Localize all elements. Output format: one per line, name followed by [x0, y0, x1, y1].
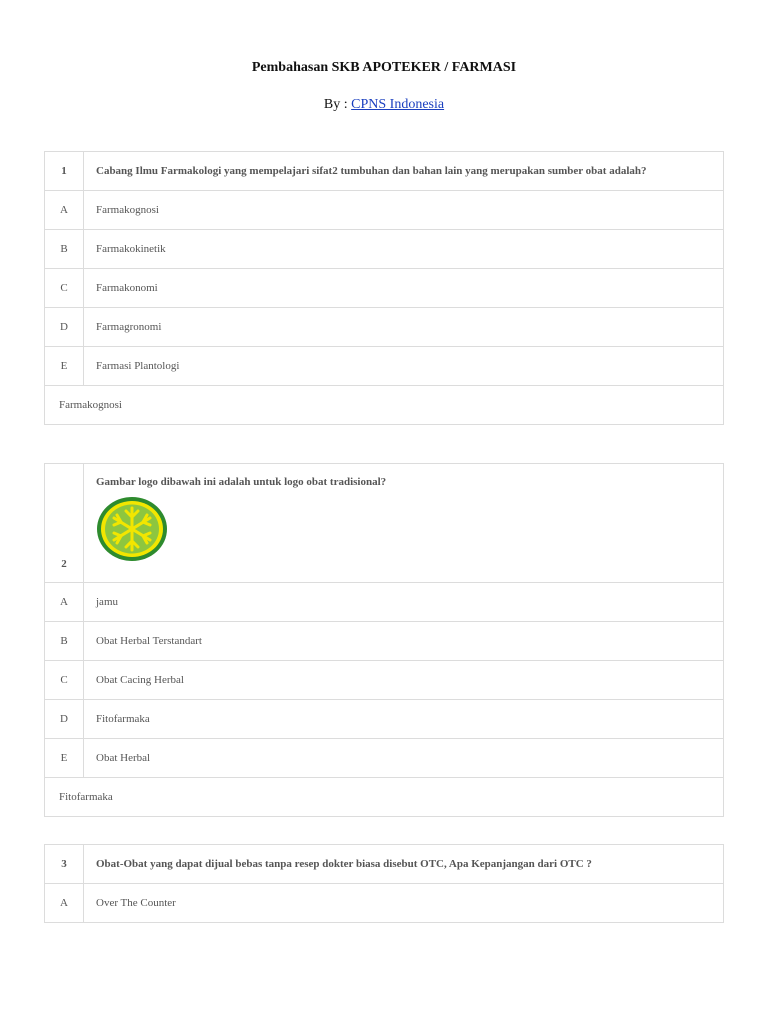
option-text: Farmakognosi [84, 191, 724, 230]
option-letter: D [45, 700, 84, 739]
option-letter: A [45, 884, 84, 923]
option-text: Obat Cacing Herbal [84, 661, 724, 700]
question-3-table [44, 844, 724, 923]
option-letter: E [45, 739, 84, 778]
question-text: Obat-Obat yang dapat dijual bebas tanpa resep dokter biasa disebut OTC, Apa Kepanjangan dari OTC ? [84, 845, 724, 884]
option-letter: B [45, 622, 84, 661]
option-letter: A [45, 191, 84, 230]
fitofarmaka-logo-icon [96, 496, 168, 562]
option-text: Farmakokinetik [84, 230, 724, 269]
option-text: Farmakonomi [84, 269, 724, 308]
question-1-table [44, 151, 724, 425]
answer-row [45, 778, 724, 817]
question-cell [84, 464, 724, 583]
question-row [45, 152, 724, 191]
byline-prefix: By : [323, 97, 352, 112]
answer-text: Farmakognosi [45, 386, 724, 425]
option-text: Obat Herbal Terstandart [84, 622, 724, 661]
option-text: Farmagronomi [84, 308, 724, 347]
option-letter: B [45, 230, 84, 269]
option-letter: D [45, 308, 84, 347]
option-text: Farmasi Plantologi [84, 347, 724, 386]
option-letter: A [45, 583, 84, 622]
question-row [45, 845, 724, 884]
author-link[interactable]: CPNS Indonesia [351, 97, 445, 112]
option-row [45, 622, 724, 661]
question-text: Gambar logo dibawah ini adalah untuk logo obat tradisional? [96, 476, 387, 488]
option-text: Fitofarmaka [84, 700, 724, 739]
option-letter: C [45, 269, 84, 308]
option-row [45, 700, 724, 739]
option-row [45, 191, 724, 230]
answer-text: Fitofarmaka [45, 778, 724, 817]
option-text: jamu [84, 583, 724, 622]
question-number: 1 [45, 152, 84, 191]
option-row [45, 583, 724, 622]
option-row [45, 230, 724, 269]
option-row [45, 661, 724, 700]
question-number: 2 [45, 464, 84, 583]
option-text: Obat Herbal [84, 739, 724, 778]
option-letter: E [45, 347, 84, 386]
option-row [45, 884, 724, 923]
question-text: Cabang Ilmu Farmakologi yang mempelajari sifat2 tumbuhan dan bahan lain yang merupakan sumber obat adalah? [84, 152, 724, 191]
question-2-table [44, 463, 724, 817]
option-letter: C [45, 661, 84, 700]
question-number: 3 [45, 845, 84, 884]
page-title: Pembahasan SKB APOTEKER / FARMASI [251, 60, 517, 75]
option-row [45, 308, 724, 347]
question-row [45, 464, 724, 583]
answer-row [45, 386, 724, 425]
option-row [45, 739, 724, 778]
byline [0, 97, 768, 113]
option-row [45, 347, 724, 386]
option-row [45, 269, 724, 308]
option-text: Over The Counter [84, 884, 724, 923]
